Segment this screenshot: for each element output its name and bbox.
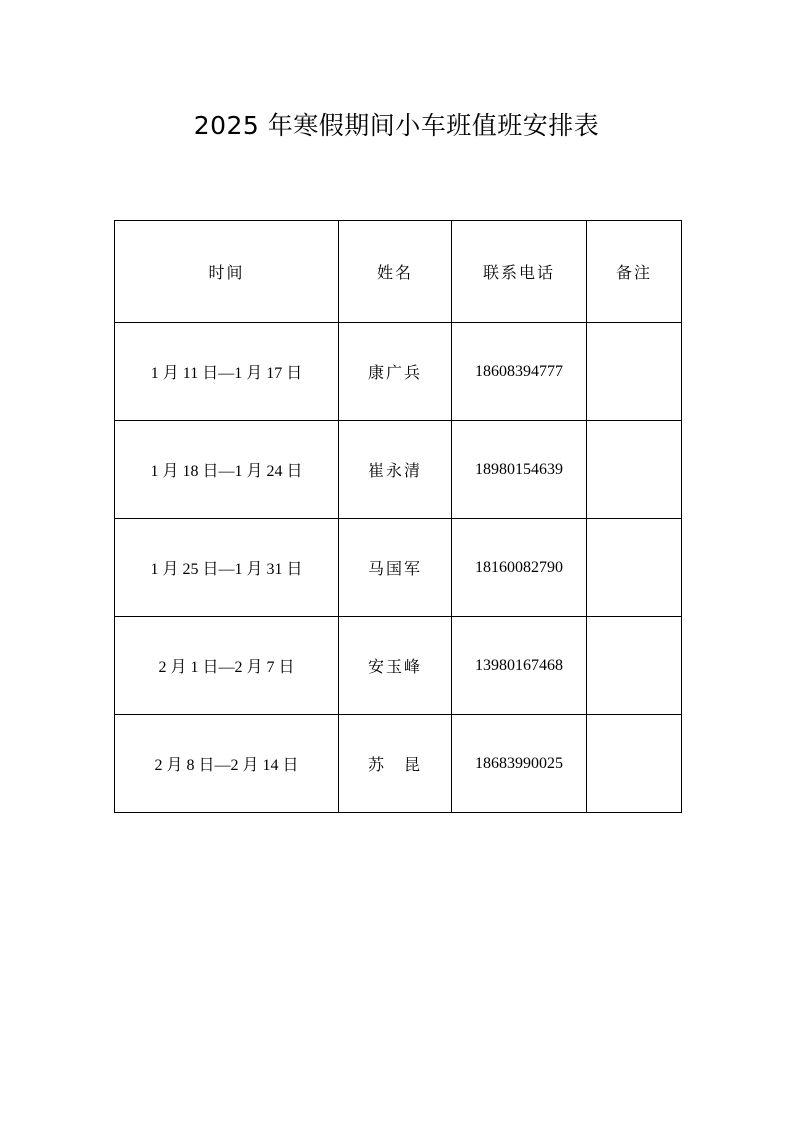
- cell-note: [587, 421, 682, 519]
- page-title: 2025 年寒假期间小车班值班安排表: [193, 111, 600, 140]
- cell-phone: 18608394777: [452, 323, 587, 421]
- table-row: [115, 519, 682, 617]
- table-row: [115, 323, 682, 421]
- table-row: [115, 715, 682, 813]
- cell-note: [587, 617, 682, 715]
- cell-time: 2 月 8 日—2 月 14 日: [115, 715, 339, 813]
- cell-name: 马国军: [339, 519, 452, 617]
- cell-phone: 13980167468: [452, 617, 587, 715]
- cell-phone: 18160082790: [452, 519, 587, 617]
- header-time: 时间: [115, 221, 339, 323]
- cell-name: 苏 昆: [339, 715, 452, 813]
- table-header-row: [115, 221, 682, 323]
- cell-name: 崔永清: [339, 421, 452, 519]
- cell-time: 1 月 25 日—1 月 31 日: [115, 519, 339, 617]
- cell-phone: 18980154639: [452, 421, 587, 519]
- cell-phone: 18683990025: [452, 715, 587, 813]
- header-note: 备注: [587, 221, 682, 323]
- cell-note: [587, 715, 682, 813]
- header-phone: 联系电话: [452, 221, 587, 323]
- cell-time: 1 月 11 日—1 月 17 日: [115, 323, 339, 421]
- cell-note: [587, 519, 682, 617]
- table-row: [115, 617, 682, 715]
- table-row: [115, 421, 682, 519]
- cell-name: 康广兵: [339, 323, 452, 421]
- cell-note: [587, 323, 682, 421]
- duty-schedule-table: [114, 220, 682, 813]
- header-name: 姓名: [339, 221, 452, 323]
- cell-time: 2 月 1 日—2 月 7 日: [115, 617, 339, 715]
- cell-name: 安玉峰: [339, 617, 452, 715]
- cell-time: 1 月 18 日—1 月 24 日: [115, 421, 339, 519]
